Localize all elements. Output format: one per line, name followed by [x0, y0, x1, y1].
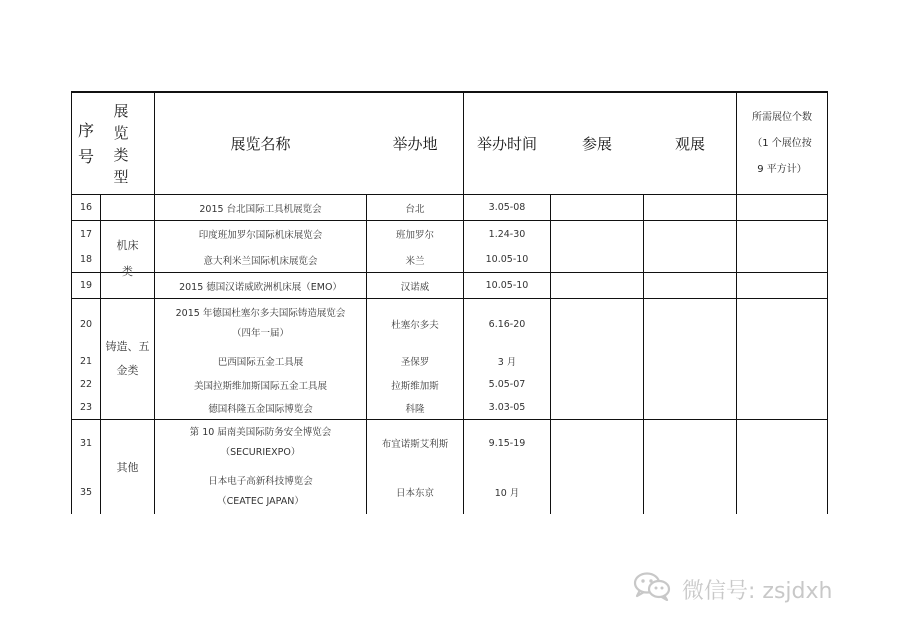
- row-location: 米兰: [405, 255, 425, 267]
- row-location: 班加罗尔: [395, 230, 434, 241]
- row-location: 台北: [405, 203, 425, 215]
- row-location: 杜塞尔多夫: [391, 320, 439, 331]
- row-no: 31: [79, 437, 93, 449]
- row-name: 2015 年德国杜塞尔多夫国际铸造展览会 （四年一届）: [175, 308, 346, 339]
- row-no: 18: [79, 254, 93, 265]
- row-time: 9.15-19: [488, 437, 526, 449]
- col-border: [827, 91, 828, 514]
- row-time: 5.05-07: [488, 379, 526, 390]
- row-no: 19: [79, 280, 93, 291]
- row-location: 汉诺威: [400, 281, 430, 293]
- row-time: 10.05-10: [485, 254, 529, 265]
- header-name: 展览名称: [230, 135, 291, 153]
- row-name: 德国科隆五金国际博览会: [208, 403, 313, 415]
- header-location: 举办地: [392, 135, 438, 153]
- row-name: 2015 德国汉诺威欧洲机床展（EMO）: [179, 281, 342, 293]
- row-name: 印度班加罗尔国际机床展览会: [198, 230, 323, 241]
- row-time: 10 月: [494, 488, 520, 499]
- row-time: 10.05-10: [485, 280, 529, 291]
- row-no: 20: [79, 318, 93, 330]
- row-name: 巴西国际五金工具展: [217, 357, 304, 368]
- row-no: 21: [79, 355, 93, 367]
- watermark-text: 微信号: zsjdxh: [682, 578, 833, 604]
- header-seq: 序号: [78, 120, 95, 166]
- row-no: 35: [79, 486, 93, 498]
- row-no: 23: [79, 402, 93, 413]
- row-time: 1.24-30: [488, 228, 526, 240]
- col-border: [550, 194, 551, 514]
- row-time: 3.03-05: [488, 402, 526, 413]
- row-time: 3 月: [497, 357, 517, 368]
- row-name: 第 10 届南美国际防务安全博览会 （SECURIEXPO）: [189, 427, 332, 458]
- header-participate: 参展: [581, 135, 612, 153]
- category-machine: 机床类: [116, 239, 139, 278]
- row-name: 2015 台北国际工具机展览会: [199, 203, 322, 215]
- wechat-watermark: [632, 573, 832, 605]
- row-no: 22: [79, 379, 93, 390]
- row-name: 日本电子高新科技博览会 （CEATEC JAPAN）: [208, 476, 313, 507]
- row-time: 6.16-20: [488, 318, 526, 330]
- row-location: 拉斯维加斯: [391, 380, 439, 392]
- row-time: 3.05-08: [488, 202, 526, 213]
- row-location: 圣保罗: [400, 357, 430, 368]
- header-visit: 观展: [674, 135, 705, 153]
- header-type: 展 览 类 型: [113, 101, 129, 186]
- category-other: 其他: [116, 461, 139, 474]
- category-casting: 铸造、五金类: [105, 340, 150, 377]
- header-time: 举办时间: [476, 135, 537, 153]
- row-location: 科隆: [405, 403, 425, 415]
- row-name: 美国拉斯维加斯国际五金工具展: [193, 380, 327, 392]
- row-location: 日本东京: [395, 488, 434, 499]
- row-no: 17: [79, 228, 93, 240]
- row-no: 16: [79, 202, 93, 213]
- header-booth-count: 所需展位个数 （1 个展位按 9 平方计）: [752, 111, 812, 175]
- wechat-icon: [632, 571, 672, 607]
- col-border: [643, 194, 644, 514]
- row-name: 意大利米兰国际机床展览会: [203, 255, 318, 267]
- row-location: 布宜诺斯艾利斯: [381, 439, 449, 450]
